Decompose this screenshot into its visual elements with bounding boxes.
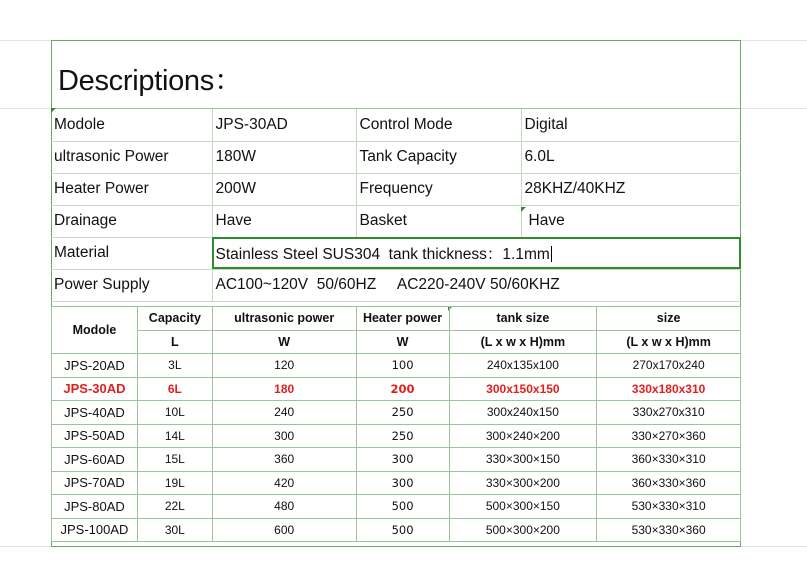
column-header[interactable]: size bbox=[597, 307, 741, 331]
size-cell[interactable]: 360×330×310 bbox=[597, 448, 741, 472]
size-cell[interactable]: 330x180x310 bbox=[597, 377, 741, 401]
heater-power-cell[interactable]: 300 bbox=[356, 448, 449, 472]
table-row bbox=[52, 354, 741, 378]
ultrasonic-power-cell[interactable]: 240 bbox=[212, 401, 356, 425]
model-table bbox=[51, 306, 741, 542]
unit-header[interactable]: (L x w x H)mm bbox=[449, 330, 597, 354]
model-cell[interactable]: JPS-100AD bbox=[52, 518, 138, 542]
column-header[interactable]: Capacity bbox=[137, 307, 212, 331]
ultrasonic-power-cell[interactable]: 420 bbox=[212, 471, 356, 495]
model-cell[interactable]: JPS-70AD bbox=[52, 471, 138, 495]
spec-row-power bbox=[51, 269, 741, 301]
capacity-cell[interactable]: 6L bbox=[137, 377, 212, 401]
capacity-cell[interactable]: 19L bbox=[137, 471, 212, 495]
ultrasonic-power-cell[interactable]: 120 bbox=[212, 354, 356, 378]
column-header[interactable]: tank size bbox=[449, 307, 597, 331]
comment-marker-icon bbox=[521, 207, 526, 212]
tank-size-cell[interactable]: 330×300×200 bbox=[449, 471, 597, 495]
size-cell[interactable]: 330×270×360 bbox=[597, 424, 741, 448]
ultrasonic-power-cell[interactable]: 480 bbox=[212, 495, 356, 519]
table-unit-row bbox=[52, 330, 741, 354]
spec-value[interactable]: Digital bbox=[521, 109, 741, 141]
ultrasonic-power-cell[interactable]: 360 bbox=[212, 448, 356, 472]
material-value: Stainless Steel SUS304 tank thickness：1.1mm bbox=[215, 246, 550, 263]
capacity-cell[interactable]: 10L bbox=[137, 401, 212, 425]
ultrasonic-power-cell[interactable]: 300 bbox=[212, 424, 356, 448]
table-row bbox=[52, 377, 741, 401]
ultrasonic-power-cell[interactable]: 600 bbox=[212, 518, 356, 542]
capacity-cell[interactable]: 15L bbox=[137, 448, 212, 472]
table-header-row bbox=[52, 307, 741, 331]
spec-key[interactable]: Control Mode bbox=[356, 109, 521, 141]
spec-value[interactable]: 6.0L bbox=[521, 141, 741, 173]
spec-value[interactable] bbox=[521, 205, 741, 237]
ultrasonic-power-cell[interactable]: 180 bbox=[212, 377, 356, 401]
capacity-cell[interactable]: 14L bbox=[137, 424, 212, 448]
power-supply-text: AC100~120V 50/60HZ AC220-240V 50/60KHZ bbox=[215, 276, 560, 293]
model-cell[interactable]: JPS-80AD bbox=[52, 495, 138, 519]
size-cell[interactable]: 330x270x310 bbox=[597, 401, 741, 425]
table-row bbox=[52, 495, 741, 519]
spec-key[interactable]: Material bbox=[51, 237, 212, 269]
size-cell[interactable]: 360×330×360 bbox=[597, 471, 741, 495]
basket-value: Have bbox=[528, 212, 565, 229]
spec-value[interactable]: 200W bbox=[212, 173, 356, 205]
spec-row bbox=[51, 173, 741, 205]
spec-value[interactable]: 180W bbox=[212, 141, 356, 173]
power-supply-value[interactable] bbox=[212, 269, 741, 301]
tank-size-cell[interactable]: 330×300×150 bbox=[449, 448, 597, 472]
capacity-cell[interactable]: 3L bbox=[137, 354, 212, 378]
unit-header[interactable]: (L x w x H)mm bbox=[597, 330, 741, 354]
table-row bbox=[52, 518, 741, 542]
sheet-gridline bbox=[741, 108, 807, 109]
spec-key[interactable]: Frequency bbox=[356, 173, 521, 205]
capacity-cell[interactable]: 30L bbox=[137, 518, 212, 542]
tank-size-cell[interactable]: 500×300×150 bbox=[449, 495, 597, 519]
sheet-gridline bbox=[0, 108, 51, 109]
spec-value[interactable]: JPS-30AD bbox=[212, 109, 356, 141]
tank-size-cell[interactable]: 240x135x100 bbox=[449, 354, 597, 378]
material-cell-selected[interactable] bbox=[212, 237, 741, 269]
model-cell[interactable]: JPS-50AD bbox=[52, 424, 138, 448]
table-row bbox=[52, 471, 741, 495]
heater-power-cell[interactable]: 300 bbox=[356, 471, 449, 495]
title-cell[interactable] bbox=[51, 40, 741, 109]
spec-row bbox=[51, 205, 741, 237]
text-cursor bbox=[551, 246, 552, 262]
unit-header[interactable]: L bbox=[137, 330, 212, 354]
heater-power-cell[interactable]: 500 bbox=[356, 518, 449, 542]
spec-key[interactable]: Heater Power bbox=[51, 173, 212, 205]
heater-power-cell[interactable]: 250 bbox=[356, 424, 449, 448]
model-cell[interactable]: JPS-60AD bbox=[52, 448, 138, 472]
spec-key[interactable]: Drainage bbox=[51, 205, 212, 237]
heater-power-cell[interactable]: 200 bbox=[356, 377, 449, 401]
spec-row bbox=[51, 109, 741, 141]
tank-size-cell[interactable]: 300x240x150 bbox=[449, 401, 597, 425]
size-cell[interactable]: 530×330×310 bbox=[597, 495, 741, 519]
spec-row bbox=[51, 141, 741, 173]
heater-power-cell[interactable]: 250 bbox=[356, 401, 449, 425]
size-cell[interactable]: 270x170x240 bbox=[597, 354, 741, 378]
tank-size-cell[interactable]: 500×300×200 bbox=[449, 518, 597, 542]
spec-key[interactable]: ultrasonic Power bbox=[51, 141, 212, 173]
column-header[interactable]: Heater power bbox=[356, 307, 449, 331]
model-cell[interactable]: JPS-30AD bbox=[52, 377, 138, 401]
unit-header[interactable]: W bbox=[212, 330, 356, 354]
spec-key[interactable]: Tank Capacity bbox=[356, 141, 521, 173]
spec-value[interactable]: 28KHZ/40KHZ bbox=[521, 173, 741, 205]
page-title: Descriptions： bbox=[58, 65, 243, 97]
table-row bbox=[52, 424, 741, 448]
table-row bbox=[52, 448, 741, 472]
spec-row-material bbox=[51, 237, 741, 269]
heater-power-cell[interactable]: 500 bbox=[356, 495, 449, 519]
capacity-cell[interactable]: 22L bbox=[137, 495, 212, 519]
unit-header[interactable]: W bbox=[356, 330, 449, 354]
spec-key[interactable]: Basket bbox=[356, 205, 521, 237]
model-cell[interactable]: JPS-20AD bbox=[52, 354, 138, 378]
sheet-gridline bbox=[0, 40, 51, 41]
spec-key[interactable]: Modole bbox=[51, 109, 212, 141]
heater-power-cell[interactable]: 100 bbox=[356, 354, 449, 378]
model-cell[interactable]: JPS-40AD bbox=[52, 401, 138, 425]
sheet-gridline bbox=[741, 40, 807, 41]
table-body bbox=[52, 354, 741, 542]
column-header[interactable]: Modole bbox=[52, 307, 138, 354]
spec-key[interactable]: Power Supply bbox=[51, 269, 212, 301]
spec-table bbox=[51, 109, 741, 302]
tank-size-cell[interactable]: 300×240×200 bbox=[449, 424, 597, 448]
spec-value[interactable]: Have bbox=[212, 205, 356, 237]
size-cell[interactable]: 530×330×360 bbox=[597, 518, 741, 542]
table-row bbox=[52, 401, 741, 425]
tank-size-cell[interactable]: 300x150x150 bbox=[449, 377, 597, 401]
column-header[interactable]: ultrasonic power bbox=[212, 307, 356, 331]
